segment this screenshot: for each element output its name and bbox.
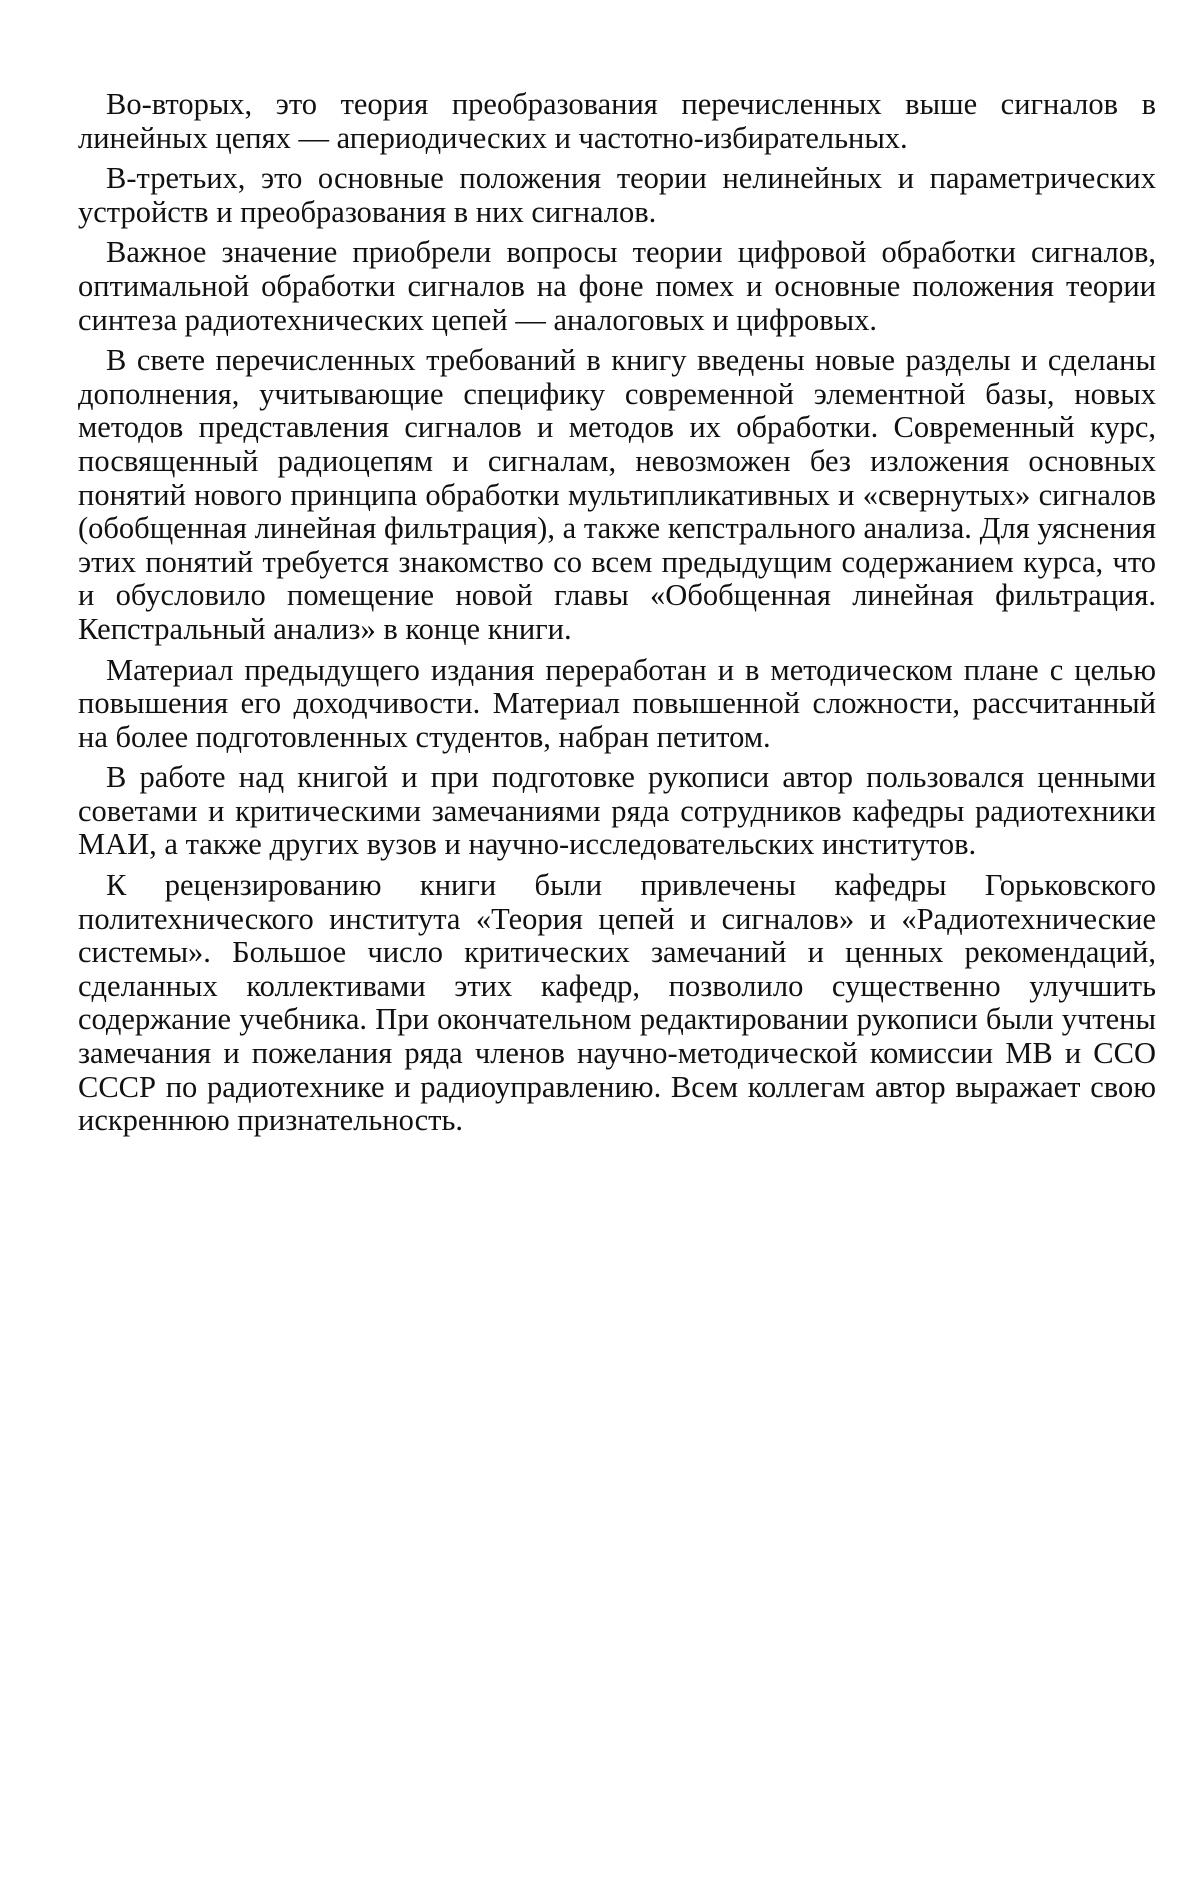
paragraph-acknowledgements-mai: В работе над книгой и при подготовке рукописи автор пользовался ценными советами и критическими замечаниями ряда сотрудников кафедры радиотехники МАИ, а также других вузов и научно-исследовательских институтов.: [78, 760, 1156, 862]
paragraph-revised-material: Материал предыдущего издания переработан и в методическом плане с целью повышения его доходчивости. Материал повышенной сложности, рассчитанный на более подготовленных студентов, набран петитом.: [78, 652, 1156, 754]
paragraph-reviewers: К рецензированию книги были привлечены кафедры Горьковского политехнического института «Теория цепей и сигналов» и «Радиотехнические системы». Большое число критических замечаний и ценных рекомендаций, сделанных коллективами этих кафедр, позволило существенно улучшить содержание учебника. При окончательном редактировании рукописи были учтены замечания и пожелания ряда членов научно-методической комиссии МВ и ССО СССР по радиотехнике и радиоуправлению. Всем коллегам автор выражает свою искреннюю признательность.: [78, 868, 1156, 1138]
paragraph-digital-processing: Важное значение приобрели вопросы теории цифровой обработки сигналов, оптимальной обработки сигналов на фоне помех и основные положения теории синтеза радиотехнических цепей — аналоговых и цифровых.: [78, 235, 1156, 337]
preface-text-block: [78, 88, 1156, 1145]
paragraph-new-sections: В свете перечисленных требований в книгу введены новые разделы и сделаны дополнения, учитывающие специфику современной элементной базы, новых методов представления сигналов и методов их обработки. Современный курс, посвященный радиоцепям и сигналам, невозможен без изложения основных понятий нового принципа обработки мультипликативных и «свернутых» сигналов (обобщенная линейная фильтрация), а также кепстрального анализа. Для уяснения этих понятий требуется знакомство со всем предыдущим содержанием курса, что и обусловило помещение новой главы «Обобщенная линейная фильтрация. Кепстральный анализ» в конце книги.: [78, 343, 1156, 646]
paragraph-thirdly: В-третьих, это основные положения теории нелинейных и параметрических устройств и преобразования в них сигналов.: [78, 161, 1156, 229]
paragraph-secondly: Во-вторых, это теория преобразования перечисленных выше сигналов в линейных цепях — апериодических и частотно-избирательных.: [78, 87, 1156, 155]
